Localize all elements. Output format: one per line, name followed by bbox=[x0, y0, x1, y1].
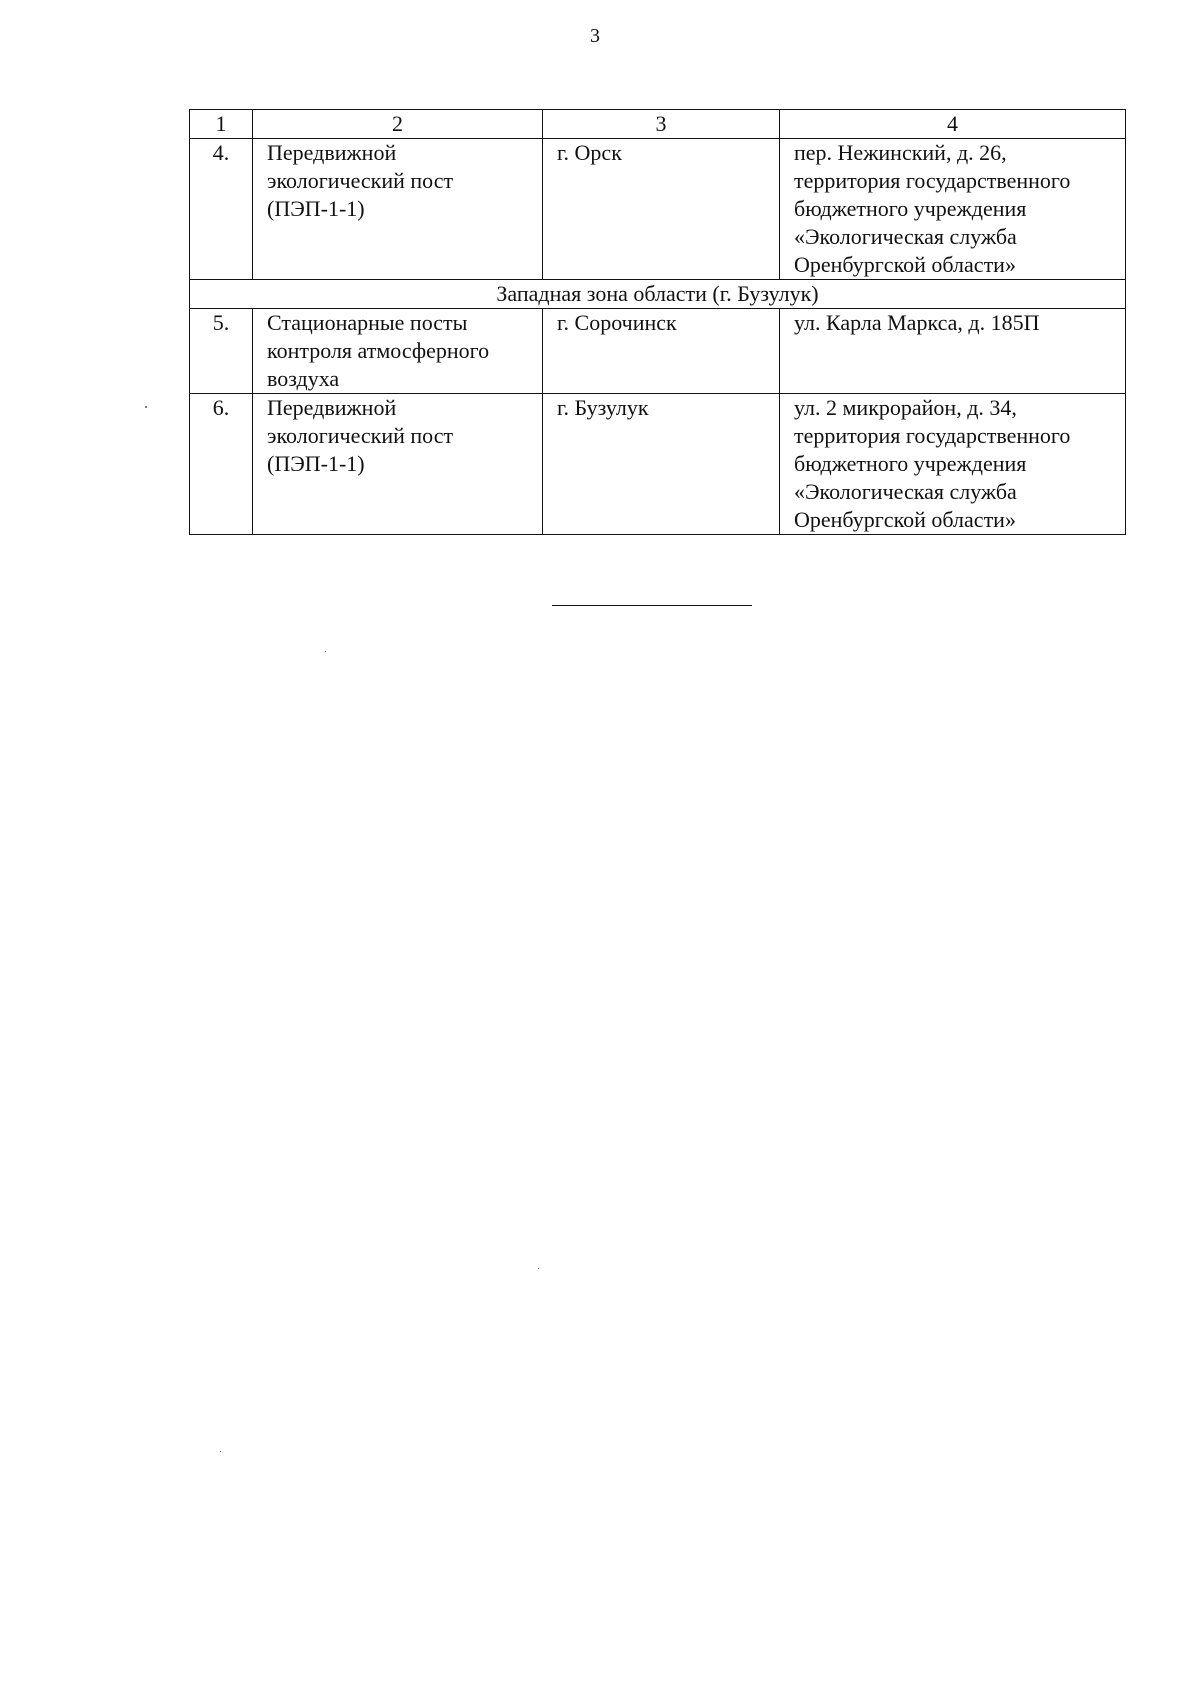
post-city: г. Орск bbox=[543, 139, 780, 280]
zone-heading: Западная зона области (г. Бузулук) bbox=[190, 280, 1126, 309]
header-cell-3: 3 bbox=[543, 110, 780, 139]
row-number: 6. bbox=[190, 394, 253, 535]
table-row bbox=[190, 394, 1126, 535]
post-name: Стационарные посты контроля атмосферного воздуха bbox=[253, 309, 543, 394]
post-name: Передвижной экологический пост (ПЭП-1-1) bbox=[253, 394, 543, 535]
scan-speck bbox=[220, 1451, 221, 1452]
post-address: пер. Нежинский, д. 26, территория государственного бюджетного учреждения «Экологическая служба Оренбургской области» bbox=[780, 139, 1126, 280]
row-number: 5. bbox=[190, 309, 253, 394]
table-header-row bbox=[190, 110, 1126, 139]
post-address: ул. 2 микрорайон, д. 34, территория государственного бюджетного учреждения «Экологическая служба Оренбургской области» bbox=[780, 394, 1126, 535]
row-number: 4. bbox=[190, 139, 253, 280]
header-cell-2: 2 bbox=[253, 110, 543, 139]
post-name: Передвижной экологический пост (ПЭП-1-1) bbox=[253, 139, 543, 280]
header-cell-4: 4 bbox=[780, 110, 1126, 139]
closing-rule bbox=[552, 605, 752, 606]
scan-speck bbox=[538, 1268, 539, 1269]
header-cell-1: 1 bbox=[190, 110, 253, 139]
post-city: г. Сорочинск bbox=[543, 309, 780, 394]
table-row bbox=[190, 139, 1126, 280]
table-row bbox=[190, 309, 1126, 394]
scan-speck bbox=[145, 406, 147, 408]
post-address: ул. Карла Маркса, д. 185П bbox=[780, 309, 1126, 394]
zone-heading-row bbox=[190, 280, 1126, 309]
monitoring-posts-table bbox=[189, 109, 1126, 535]
post-city: г. Бузулук bbox=[543, 394, 780, 535]
page-number: 3 bbox=[590, 25, 600, 47]
scan-speck bbox=[325, 651, 326, 652]
